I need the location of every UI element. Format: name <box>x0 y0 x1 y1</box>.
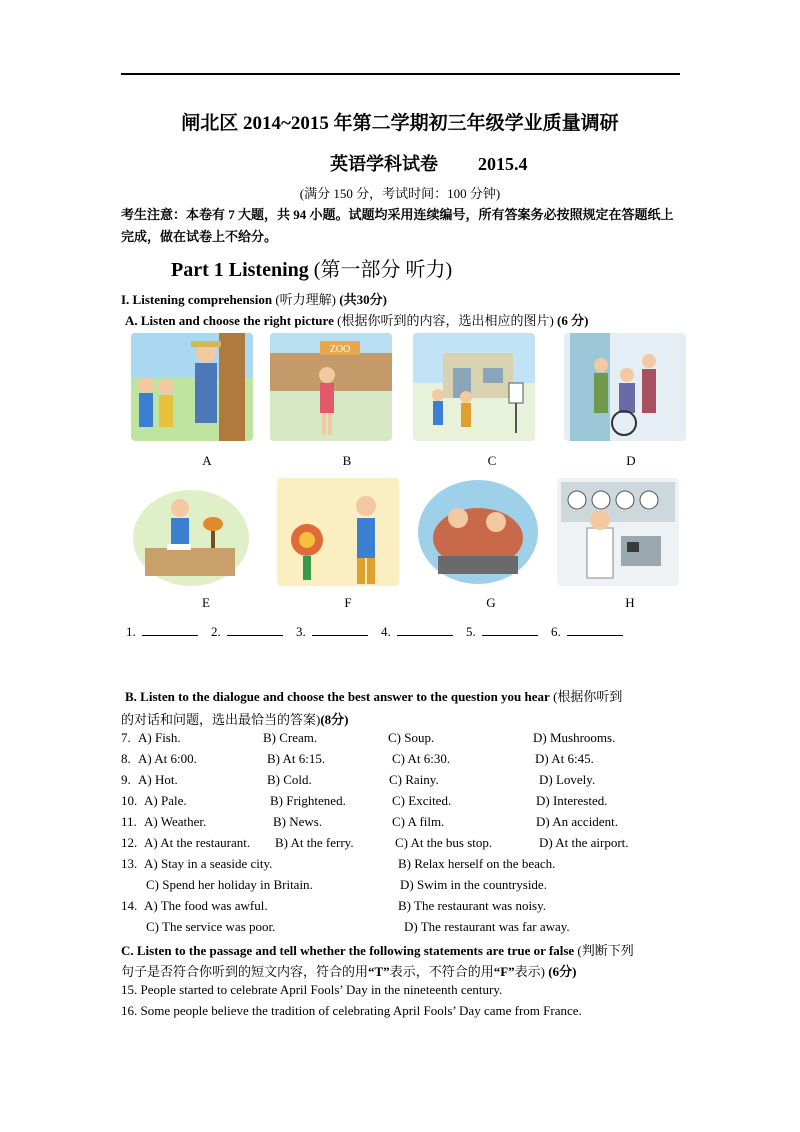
blank-label-3: 3. <box>296 624 306 639</box>
option-d: D) Lovely. <box>539 772 596 787</box>
true-mark: “T” <box>368 964 390 979</box>
option-a: A) Pale. <box>144 793 187 808</box>
exam-info: (满分 150 分，考试时间：100 分钟) <box>299 186 501 201</box>
answer-blank-6[interactable] <box>567 623 623 636</box>
option-b: B) Frightened. <box>270 793 346 808</box>
top-rule <box>121 73 680 75</box>
part-title-en: Part 1 Listening <box>171 259 309 281</box>
question-number: 12. <box>121 835 138 850</box>
option-c: C) The service was poor. <box>146 919 276 934</box>
part-title-cn: (第一部分 听力) <box>313 259 453 281</box>
answer-blank-3[interactable] <box>312 623 368 636</box>
section-1-label: I. Listening comprehension <box>121 292 273 307</box>
picture-c <box>413 333 535 441</box>
svg-text:ZOO: ZOO <box>329 344 351 355</box>
section-c-label: C. Listen to the passage and tell whether the following statements are true or false <box>121 943 575 958</box>
picture-label-c: C <box>487 453 497 468</box>
section-a-label: A. Listen and choose the right picture <box>125 313 334 328</box>
option-b: B) Cold. <box>267 772 312 787</box>
option-a: A) Fish. <box>138 730 181 745</box>
option-c: C) Soup. <box>388 730 435 745</box>
option-c: C) Rainy. <box>389 772 439 787</box>
blank-label-5: 5. <box>466 624 476 639</box>
blank-label-1: 1. <box>126 624 136 639</box>
question-number: 13. <box>121 856 138 871</box>
option-b: B) At 6:15. <box>267 751 326 766</box>
question-number: 11. <box>121 814 137 829</box>
option-a: A) Stay in a seaside city. <box>144 856 273 871</box>
section-c-points: (6分) <box>548 964 577 979</box>
option-c: C) Excited. <box>392 793 452 808</box>
answer-blank-1[interactable] <box>142 623 198 636</box>
picture-label-d: D <box>626 453 636 468</box>
section-c-label-mid: 表示，不符合的用 <box>389 964 494 979</box>
section-b-points: (8分) <box>320 712 349 727</box>
statement-15: 15. People started to celebrate April Fools’ Day in the nineteenth century. <box>121 982 503 997</box>
picture-label-b: B <box>342 453 352 468</box>
option-c: C) A film. <box>392 814 445 829</box>
answer-blank-5[interactable] <box>482 623 538 636</box>
answer-blank-2[interactable] <box>227 623 283 636</box>
false-mark: “F” <box>493 964 515 979</box>
section-a-label-cn: (根据你听到的内容，选出相应的图片) <box>337 313 554 328</box>
option-d: D) The restaurant was far away. <box>404 919 570 934</box>
picture-label-e: E <box>202 595 210 610</box>
question-number: 10. <box>121 793 138 808</box>
option-c: C) Spend her holiday in Britain. <box>146 877 313 892</box>
option-a: A) The food was awful. <box>144 898 268 913</box>
statement-16: 16. Some people believe the tradition of celebrating April Fools’ Day came from France. <box>121 1003 582 1018</box>
section-a-points: (6 分) <box>557 313 589 328</box>
option-c: C) At 6:30. <box>392 751 451 766</box>
picture-f <box>277 478 399 586</box>
option-a: A) At 6:00. <box>138 751 197 766</box>
picture-a <box>131 333 253 441</box>
exam-notice: 考生注意：本卷有 7 大题，共 94 小题。试题均采用连续编号，所有答案务必按照规定在答题纸上完成，做在试卷上不给分。 <box>121 207 674 244</box>
option-d: D) Swim in the countryside. <box>400 877 547 892</box>
option-b: B) At the ferry. <box>275 835 354 850</box>
picture-label-a: A <box>202 453 212 468</box>
option-b: B) Relax herself on the beach. <box>398 856 556 871</box>
picture-b <box>270 333 392 441</box>
picture-g <box>418 478 540 586</box>
option-d: D) An accident. <box>536 814 618 829</box>
section-b-label: B. Listen to the dialogue and choose the best answer to the question you hear <box>125 689 550 704</box>
picture-label-f: F <box>344 595 352 610</box>
section-1-label-cn: (听力理解) <box>275 292 337 307</box>
exam-date: 2015.4 <box>478 154 528 174</box>
section-b-heading <box>125 686 681 707</box>
exam-subtitle <box>330 150 528 176</box>
section-b-label-cn1: (根据你听到 <box>553 689 623 704</box>
question-number: 8. <box>121 751 131 766</box>
option-d: D) Interested. <box>536 793 608 808</box>
option-c: C) At the bus stop. <box>395 835 493 850</box>
option-d: D) Mushrooms. <box>533 730 616 745</box>
option-b: B) The restaurant was noisy. <box>398 898 547 913</box>
exam-title: 闸北区 2014~2015 年第二学期初三年级学业质量调研 <box>181 113 619 134</box>
option-a: A) At the restaurant. <box>144 835 251 850</box>
question-number: 7. <box>121 730 131 745</box>
section-c-label-end: 表示) <box>514 964 545 979</box>
blank-label-2: 2. <box>211 624 221 639</box>
option-b: B) News. <box>273 814 323 829</box>
section-1-points: (共30分) <box>339 292 387 307</box>
section-b-label-cn2: 的对话和问题，选出最恰当的答案) <box>121 712 321 727</box>
option-a: A) Weather. <box>144 814 207 829</box>
section-c-label-cn2: 句子是否符合你听到的短文内容，符合的用 <box>121 964 369 979</box>
option-d: D) At 6:45. <box>535 751 594 766</box>
answer-blank-4[interactable] <box>397 623 453 636</box>
section-c-label-cn1: (判断下列 <box>577 943 634 958</box>
section-c-heading <box>121 940 681 959</box>
picture-e <box>131 478 253 586</box>
option-a: A) Hot. <box>138 772 178 787</box>
question-number: 14. <box>121 898 138 913</box>
picture-label-g: G <box>486 595 496 610</box>
section-c-heading-line2 <box>121 961 576 980</box>
section-1-heading <box>121 289 387 308</box>
picture-label-h: H <box>625 595 635 610</box>
picture-d <box>564 333 686 441</box>
option-b: B) Cream. <box>263 730 318 745</box>
answer-blanks <box>126 623 633 640</box>
subject-label: 英语学科试卷 <box>330 154 438 174</box>
blank-label-4: 4. <box>381 624 391 639</box>
option-d: D) At the airport. <box>539 835 629 850</box>
picture-h <box>557 478 679 586</box>
section-a-heading <box>125 310 588 329</box>
blank-label-6: 6. <box>551 624 561 639</box>
question-number: 9. <box>121 772 131 787</box>
section-b-heading-line2 <box>121 709 349 728</box>
part-title <box>171 253 452 282</box>
